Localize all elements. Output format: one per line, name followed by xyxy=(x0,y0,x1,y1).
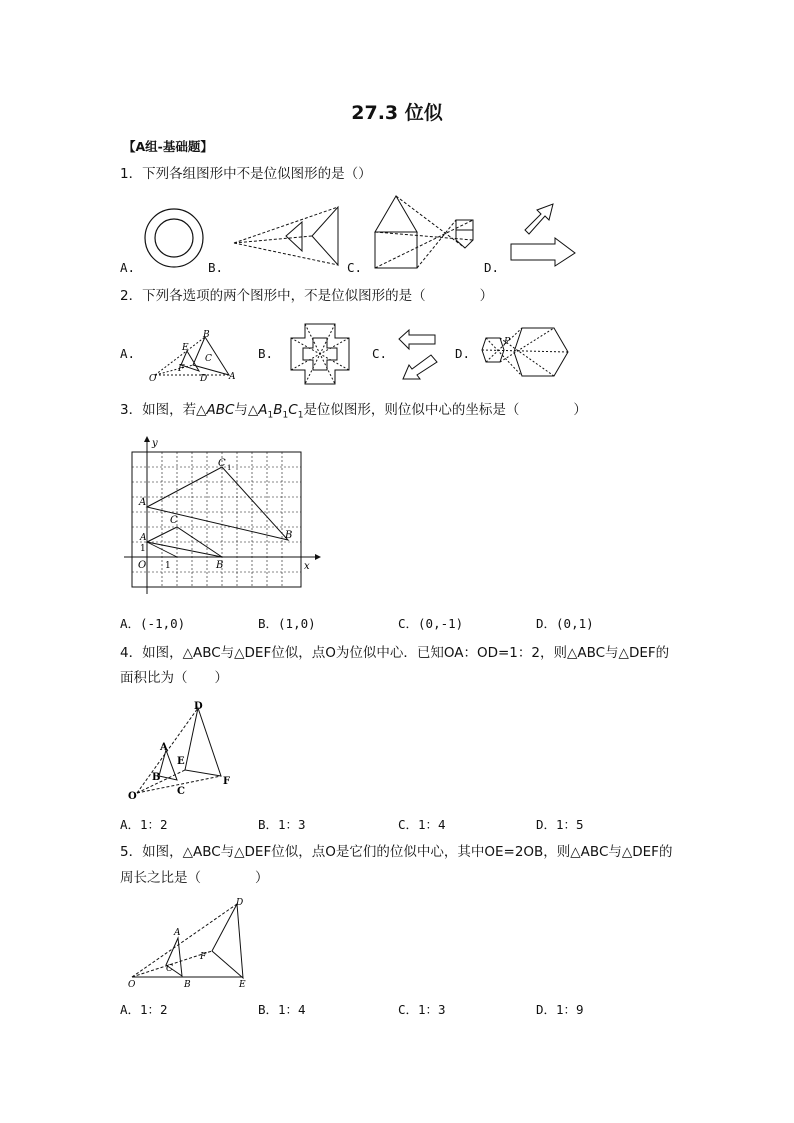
q3-label-y: y xyxy=(152,438,158,449)
q2a-label-c: C xyxy=(205,354,212,364)
q5-option-b[interactable]: B．1：4 xyxy=(258,1002,306,1017)
q3-label-b1: B xyxy=(285,530,293,541)
q3-option-b[interactable]: B．(1,0) xyxy=(258,616,316,631)
q2a-label-e: E xyxy=(182,343,189,353)
q3-tri2b: B xyxy=(273,402,283,418)
q3-label-one-y: 1 xyxy=(140,544,146,554)
q3-coordinate-figure xyxy=(120,434,325,594)
q1-figure-a-rings xyxy=(140,205,210,275)
q2-figure-a xyxy=(145,325,240,385)
q2-figure-d-pentagons xyxy=(478,322,573,384)
q3-label-a1: A xyxy=(139,497,147,508)
q2-figure-c-arrows xyxy=(395,325,445,387)
q5-label-a: A xyxy=(174,928,181,938)
q5-label-e: E xyxy=(239,980,246,990)
q3-tri2: △A xyxy=(247,402,268,418)
q5-label-o: O xyxy=(128,980,136,990)
q2a-label-d: D xyxy=(200,374,208,384)
q1-figure-c-house xyxy=(370,192,485,274)
section-heading: 【A组-基础题】 xyxy=(123,139,213,154)
q3-sub1: 1 xyxy=(267,410,274,421)
q4-option-b[interactable]: B．1：3 xyxy=(258,817,306,832)
q2-option-c[interactable]: C. xyxy=(372,346,388,361)
q5-option-d[interactable]: D．1：9 xyxy=(536,1002,584,1017)
q3-option-d[interactable]: D．(0,1) xyxy=(536,616,594,631)
q4-label-d: D xyxy=(194,701,203,712)
q4-label-a: A xyxy=(160,742,168,753)
q1-option-a[interactable]: A. xyxy=(120,260,136,275)
q1-option-b[interactable]: B. xyxy=(208,260,224,275)
q5-label-f: F xyxy=(200,952,207,962)
q4-stem-line2: 面积比为（ ） xyxy=(120,670,228,686)
q5-label-d: D xyxy=(236,898,244,908)
q2a-label-o: O xyxy=(149,374,157,384)
q2a-label-b: B xyxy=(203,330,210,340)
q3-label-o: O xyxy=(138,560,147,571)
q1-figure-b-triangles xyxy=(228,203,348,273)
q4-label-b: B xyxy=(152,772,161,783)
q5-option-a[interactable]: A．1：2 xyxy=(120,1002,168,1017)
q4-label-e: E xyxy=(177,756,185,767)
q4-stem-line1: 4．如图，△ABC与△DEF位似，点O为位似中心．已知OA：OD=1：2，则△ABC与△DEF的 xyxy=(120,645,670,661)
q1-option-d[interactable]: D. xyxy=(484,260,500,275)
q2-option-a[interactable]: A. xyxy=(120,346,136,361)
q2-stem: 2．下列各选项的两个图形中，不是位似图形的是（ ） xyxy=(120,288,494,304)
q5-triangle-figure xyxy=(120,895,260,990)
q3-stem-pre: 3．如图，若 xyxy=(120,402,197,418)
q3-label-b: B xyxy=(216,560,224,571)
q3-tri1: △ABC xyxy=(196,402,235,418)
q2-option-d[interactable]: D. xyxy=(455,346,471,361)
q3-label-sub: 1 xyxy=(227,464,232,472)
q4-label-f: F xyxy=(223,776,231,787)
q3-label-a: A xyxy=(140,533,147,543)
q2d-label-p: P xyxy=(504,337,511,347)
q4-option-d[interactable]: D．1：5 xyxy=(536,817,584,832)
q3-mid: 与 xyxy=(234,402,248,418)
q5-stem-line1: 5．如图，△ABC与△DEF位似，点O是它们的位似中心，其中OE=2OB，则△ABC与△DEF的 xyxy=(120,844,673,860)
q3-label-x: x xyxy=(304,561,310,572)
page-title: 27.3 位似 xyxy=(351,102,443,124)
q3-label-c1: C xyxy=(218,458,226,469)
q5-stem-line2: 周长之比是（ ） xyxy=(120,870,269,886)
q3-stem-post: 是位似图形，则位似中心的坐标是（ ） xyxy=(303,402,587,418)
q1-option-c[interactable]: C. xyxy=(347,260,363,275)
q4-option-a[interactable]: A．1：2 xyxy=(120,817,168,832)
q3-label-c: C xyxy=(170,515,178,526)
q4-label-o: O xyxy=(128,791,137,802)
q3-sub2: 1 xyxy=(282,410,289,421)
q5-label-c: C xyxy=(166,964,173,974)
q2-figure-b-cross xyxy=(285,320,355,390)
q3-sub3: 1 xyxy=(297,410,304,421)
q2a-label-f: F xyxy=(178,364,185,374)
q1-figure-d-arrows xyxy=(505,198,585,270)
q1-stem: 1．下列各组图形中不是位似图形的是（） xyxy=(120,166,372,182)
q3-label-one-x: 1 xyxy=(165,561,171,571)
q3-option-a[interactable]: A．(-1,0) xyxy=(120,616,186,631)
q4-triangle-figure xyxy=(125,698,240,802)
q2-option-b[interactable]: B. xyxy=(258,346,274,361)
q5-label-b: B xyxy=(184,980,191,990)
q4-option-c[interactable]: C．1：4 xyxy=(398,817,446,832)
q3-option-c[interactable]: C．(0,-1) xyxy=(398,616,464,631)
q3-stem xyxy=(120,398,587,428)
q2a-label-a: A xyxy=(229,372,236,382)
q4-label-c: C xyxy=(177,786,185,797)
q5-option-c[interactable]: C．1：3 xyxy=(398,1002,446,1017)
q3-tri2c: C xyxy=(288,402,298,418)
